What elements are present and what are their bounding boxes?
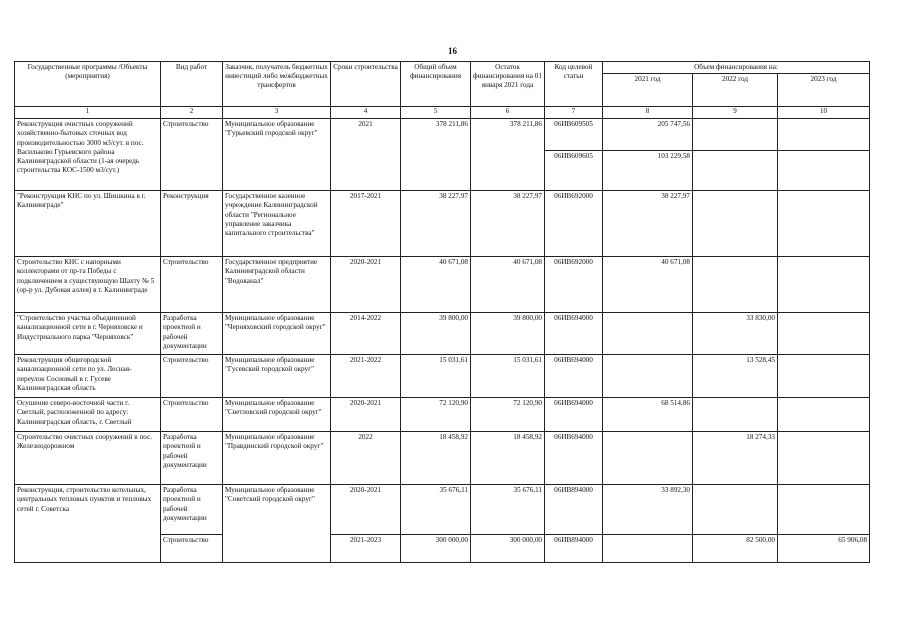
remainder-cell: 40 671,08 bbox=[471, 257, 545, 313]
y2022-cell bbox=[693, 151, 778, 191]
code-cell: 06ИВ609505 bbox=[545, 119, 603, 151]
column-number: 4 bbox=[331, 107, 401, 119]
terms-cell: 2021-2023 bbox=[331, 535, 401, 563]
y2023-cell bbox=[778, 257, 870, 313]
y2022-cell: 33 830,00 bbox=[693, 313, 778, 355]
header-program: Государственные программы /Объекты (мероприятия) bbox=[15, 62, 161, 107]
program-cell: Строительство КНС с напорными коллекторами от пр-та Победы с подключением в существующую Шахту № 5 (ор-р ул. Дубовая аллея) в г. Калининграде bbox=[15, 257, 161, 313]
y2022-cell bbox=[693, 398, 778, 432]
table-row bbox=[15, 432, 870, 485]
y2021-cell: 103 229,58 bbox=[603, 151, 693, 191]
code-cell: 06ИВ894000 bbox=[545, 485, 603, 535]
remainder-cell: 15 031,61 bbox=[471, 355, 545, 398]
work-type-cell: Реконструкция bbox=[161, 191, 223, 257]
y2022-cell bbox=[693, 485, 778, 535]
code-cell: 06ИВ694000 bbox=[545, 313, 603, 355]
header-year-2022: 2022 год bbox=[693, 74, 778, 107]
total-cell: 38 227,97 bbox=[401, 191, 471, 257]
column-number: 6 bbox=[471, 107, 545, 119]
column-number: 1 bbox=[15, 107, 161, 119]
code-cell: 06ИВ894000 bbox=[545, 535, 603, 563]
work-type-cell: Строительство bbox=[161, 257, 223, 313]
terms-cell: 2020-2021 bbox=[331, 398, 401, 432]
work-type-cell: Разработка проектной и рабочей документации bbox=[161, 313, 223, 355]
column-number: 8 bbox=[603, 107, 693, 119]
program-cell: Реконструкция общегородской канализационной сети по ул. Лесная-переулок Сосновый в г. Гусеве Калининградская область bbox=[15, 355, 161, 398]
y2023-cell: 65 906,08 bbox=[778, 535, 870, 563]
total-cell: 40 671,08 bbox=[401, 257, 471, 313]
remainder-cell: 35 676,11 bbox=[471, 485, 545, 535]
code-cell: 06ИВ692000 bbox=[545, 257, 603, 313]
terms-cell: 2014-2022 bbox=[331, 313, 401, 355]
work-type-cell: Строительство bbox=[161, 119, 223, 191]
table-row bbox=[15, 313, 870, 355]
y2021-cell bbox=[603, 355, 693, 398]
header-code: Код целевой статьи bbox=[545, 62, 603, 107]
y2021-cell: 38 227,97 bbox=[603, 191, 693, 257]
remainder-cell: 300 000,00 bbox=[471, 535, 545, 563]
customer-cell: Муниципальное образование "Гусевский городской округ" bbox=[223, 355, 331, 398]
work-type-cell: Разработка проектной и рабочей документации bbox=[161, 432, 223, 485]
column-number: 9 bbox=[693, 107, 778, 119]
y2023-cell bbox=[778, 398, 870, 432]
total-cell: 15 031,61 bbox=[401, 355, 471, 398]
terms-cell: 2020-2021 bbox=[331, 485, 401, 535]
customer-cell: Муниципальное образование "Правдинский городской округ" bbox=[223, 432, 331, 485]
y2021-cell: 205 747,56 bbox=[603, 119, 693, 151]
header-terms: Сроки строительства bbox=[331, 62, 401, 107]
y2023-cell bbox=[778, 355, 870, 398]
y2021-cell bbox=[603, 535, 693, 563]
remainder-cell: 38 227,97 bbox=[471, 191, 545, 257]
table-row bbox=[15, 257, 870, 313]
column-number: 2 bbox=[161, 107, 223, 119]
program-cell: "Реконструкция КНС по ул. Шишкина в г. Калининграде" bbox=[15, 191, 161, 257]
y2023-cell bbox=[778, 119, 870, 151]
y2022-cell: 82 500,00 bbox=[693, 535, 778, 563]
y2023-cell bbox=[778, 432, 870, 485]
column-number: 5 bbox=[401, 107, 471, 119]
column-number: 3 bbox=[223, 107, 331, 119]
header-work-type: Вид работ bbox=[161, 62, 223, 107]
terms-cell: 2020-2021 bbox=[331, 257, 401, 313]
customer-cell: Муниципальное образование "Черняховский городской округ" bbox=[223, 313, 331, 355]
page-number: 16 bbox=[448, 46, 457, 56]
remainder-cell: 18 458,92 bbox=[471, 432, 545, 485]
header-customer: Заказчик, получатель бюджетных инвестиций либо межбюджетных трансфертов bbox=[223, 62, 331, 107]
customer-cell: Муниципальное образование "Гурьевский городской округ" bbox=[223, 119, 331, 191]
work-type-cell: Строительство bbox=[161, 535, 223, 563]
code-cell: 06ИВ692000 bbox=[545, 191, 603, 257]
y2022-cell bbox=[693, 257, 778, 313]
total-cell: 39 800,00 bbox=[401, 313, 471, 355]
y2023-cell bbox=[778, 485, 870, 535]
y2021-cell: 40 671,08 bbox=[603, 257, 693, 313]
y2022-cell: 13 528,45 bbox=[693, 355, 778, 398]
y2022-cell bbox=[693, 119, 778, 151]
financing-table bbox=[14, 61, 870, 563]
terms-cell: 2022 bbox=[331, 432, 401, 485]
program-cell: Реконструкция, строительство котельных, центральных тепловых пунктов и тепловых сетей г. Советска bbox=[15, 485, 161, 563]
work-type-cell: Разработка проектной и рабочей документации bbox=[161, 485, 223, 535]
program-cell: Реконструкция очистных сооружений хозяйственно-бытовых сточных вод производительностью 3000 м3/сут. в пос. Васильково Гурьевского района Калининградской области (1-ая очередь строительства КОС-1500 м3/сут.) bbox=[15, 119, 161, 191]
column-number: 10 bbox=[778, 107, 870, 119]
code-cell: 06ИВ609605 bbox=[545, 151, 603, 191]
header-remainder: Остаток финансирования на 01 января 2021 года bbox=[471, 62, 545, 107]
remainder-cell: 378 211,86 bbox=[471, 119, 545, 191]
terms-cell: 2021 bbox=[331, 119, 401, 191]
header-total: Общий объем финансирования bbox=[401, 62, 471, 107]
code-cell: 06ИВ694000 bbox=[545, 398, 603, 432]
remainder-cell: 72 120,90 bbox=[471, 398, 545, 432]
work-type-cell: Строительство bbox=[161, 398, 223, 432]
table-row bbox=[15, 119, 870, 151]
customer-cell: Государственное казенное учреждение Калининградской области "Региональное управление заказчика капитального строительства" bbox=[223, 191, 331, 257]
total-cell: 378 211,86 bbox=[401, 119, 471, 191]
y2022-cell: 18 274,33 bbox=[693, 432, 778, 485]
table-row bbox=[15, 355, 870, 398]
total-cell: 18 458,92 bbox=[401, 432, 471, 485]
header-year-2023: 2023 год bbox=[778, 74, 870, 107]
column-number-row bbox=[15, 107, 870, 119]
work-type-cell: Строительство bbox=[161, 355, 223, 398]
y2023-cell bbox=[778, 191, 870, 257]
terms-cell: 2021-2022 bbox=[331, 355, 401, 398]
program-cell: Осушение северо-восточной части г. Светлый, расположенной по адресу: Калининградская область, г. Светлый bbox=[15, 398, 161, 432]
customer-cell: Муниципальное образование "Светловский городской округ" bbox=[223, 398, 331, 432]
header-funding-group: Объем финансирования на: bbox=[603, 62, 870, 74]
total-cell: 35 676,11 bbox=[401, 485, 471, 535]
code-cell: 06ИВ694000 bbox=[545, 355, 603, 398]
total-cell: 300 000,00 bbox=[401, 535, 471, 563]
code-cell: 06ИВ694000 bbox=[545, 432, 603, 485]
program-cell: Строительство очистных сооружений в пос. Железнодорожном bbox=[15, 432, 161, 485]
table-row bbox=[15, 485, 870, 535]
program-cell: "Строительство участка объединенной канализационной сети в г. Черняховске и Индустриального парка "Черняховск" bbox=[15, 313, 161, 355]
table-row bbox=[15, 398, 870, 432]
customer-cell: Государственное предприятие Калининградской области "Водоканал" bbox=[223, 257, 331, 313]
table-row bbox=[15, 191, 870, 257]
y2021-cell bbox=[603, 313, 693, 355]
y2021-cell bbox=[603, 432, 693, 485]
y2021-cell: 68 514,86 bbox=[603, 398, 693, 432]
customer-cell: Муниципальное образование "Советский городской округ" bbox=[223, 485, 331, 563]
header-year-2021: 2021 год bbox=[603, 74, 693, 107]
remainder-cell: 39 800,00 bbox=[471, 313, 545, 355]
y2021-cell: 33 892,30 bbox=[603, 485, 693, 535]
terms-cell: 2017-2021 bbox=[331, 191, 401, 257]
total-cell: 72 120,90 bbox=[401, 398, 471, 432]
column-number: 7 bbox=[545, 107, 603, 119]
y2022-cell bbox=[693, 191, 778, 257]
y2023-cell bbox=[778, 313, 870, 355]
y2023-cell bbox=[778, 151, 870, 191]
